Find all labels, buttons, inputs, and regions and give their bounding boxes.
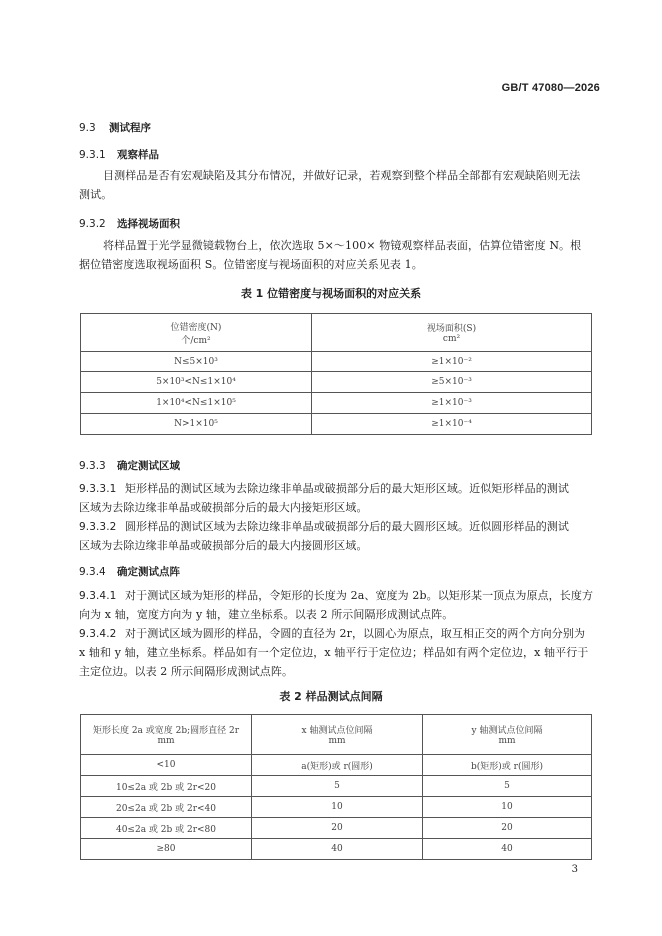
table-header-cell <box>423 715 592 755</box>
paragraph-line: x 轴和 y 轴，建立坐标系。样品如有一个定位边，x 轴平行于定位边；样品如有两个定位边，x 轴平行于 <box>79 646 589 659</box>
table-2-caption: 表 2 样品测试点间隔 <box>279 690 383 703</box>
table-cell: 40≤2a 或 2b 或 2r<80 <box>81 818 252 839</box>
table-header-cell <box>81 715 252 755</box>
table-cell: 20 <box>423 818 592 839</box>
paragraph-line: 据位错密度选取视场面积 S。位错密度与视场面积的对应关系见表 1。 <box>79 258 423 271</box>
section-number: 9.3.2 <box>79 218 106 230</box>
clause-number: 9.3.3.2 <box>79 521 117 533</box>
table-cell: 20 <box>252 818 423 839</box>
page-number: 3 <box>571 864 578 875</box>
table-1 <box>80 313 592 435</box>
table-row <box>81 755 592 776</box>
table-cell: <10 <box>81 755 252 776</box>
section-number: 9.3 <box>79 122 96 134</box>
section-9-3-2-heading <box>79 216 180 231</box>
paragraph-line <box>79 479 569 499</box>
table-cell: 20≤2a 或 2b 或 2r<40 <box>81 797 252 818</box>
paragraph-line: 区域为去除边缘非单晶或破损部分后的最大内接矩形区域。 <box>79 501 368 514</box>
paragraph-line: 主定位边。以表 2 所示间隔形成测试点阵。 <box>79 665 294 678</box>
header-line: 位错密度(N) <box>170 322 222 333</box>
paragraph-line: 向为 x 轴，宽度方向为 y 轴，建立坐标系。以表 2 所示间隔形成测试点阵。 <box>79 608 454 621</box>
table-header-row <box>81 314 592 352</box>
table-cell: 10 <box>423 797 592 818</box>
header-line: 矩形长度 2a 或宽度 2b;圆形直径 2r <box>92 726 240 736</box>
table-cell: b(矩形)或 r(圆形) <box>423 755 592 776</box>
standard-number: GB/T 47080—2026 <box>501 82 600 94</box>
paragraph-line <box>79 586 593 606</box>
section-title: 测试程序 <box>109 122 151 134</box>
table-header-cell <box>252 715 423 755</box>
table-header-cell <box>81 314 312 352</box>
table-cell: 10 <box>252 797 423 818</box>
table-row <box>81 818 592 839</box>
section-number: 9.3.4 <box>79 566 106 578</box>
header-unit: 个/cm² <box>181 335 211 346</box>
table-cell: ≥80 <box>81 839 252 860</box>
clause-number: 9.3.4.2 <box>79 628 117 640</box>
paragraph-line: 区域为去除边缘非单晶或破损部分后的最大内接圆形区域。 <box>79 539 368 552</box>
section-9-3-4-heading <box>79 564 180 579</box>
table-cell: ≥5×10⁻³ <box>312 372 592 393</box>
section-title: 选择视场面积 <box>117 218 180 230</box>
table-row <box>81 797 592 818</box>
clause-number: 9.3.3.1 <box>79 483 117 495</box>
table-cell: 5 <box>252 776 423 797</box>
header-line: 视场面积(S) <box>426 324 477 334</box>
table-row <box>81 352 592 372</box>
table-cell: ≥1×10⁻² <box>312 352 592 372</box>
table-cell: N≤5×10³ <box>81 352 312 372</box>
paragraph-line <box>79 624 585 644</box>
table-2 <box>80 714 592 860</box>
header-unit: cm² <box>442 334 461 344</box>
header-unit: mm <box>328 736 346 746</box>
table-cell: 40 <box>252 839 423 860</box>
table-header-cell <box>312 314 592 352</box>
table-row <box>81 372 592 393</box>
section-title: 观察样品 <box>117 149 159 161</box>
table-row <box>81 414 592 435</box>
table-cell: N>1×10⁵ <box>81 414 312 435</box>
table-cell: 1×10⁴<N≤1×10⁵ <box>81 393 312 414</box>
table-row <box>81 776 592 797</box>
clause-number: 9.3.4.1 <box>79 590 117 602</box>
table-cell: 5 <box>423 776 592 797</box>
clause-text: 矩形样品的测试区域为去除边缘非单晶或破损部分后的最大矩形区域。近似矩形样品的测试 <box>125 482 569 495</box>
table-row <box>81 839 592 860</box>
clause-text: 对于测试区域为矩形的样品，令矩形的长度为 2a、宽度为 2b。以矩形某一顶点为原点，长度方 <box>125 589 594 602</box>
table-cell: ≥1×10⁻³ <box>312 393 592 414</box>
header-line: y 轴测试点位间隔 <box>471 726 543 736</box>
header-unit: mm <box>157 736 175 746</box>
table-cell: 40 <box>423 839 592 860</box>
table-1-caption: 表 1 位错密度与视场面积的对应关系 <box>240 287 422 300</box>
section-title: 确定测试区域 <box>117 460 180 472</box>
section-number: 9.3.1 <box>79 149 106 161</box>
section-9-3-1-heading <box>79 147 159 162</box>
table-cell: a(矩形)或 r(圆形) <box>252 755 423 776</box>
clause-text: 对于测试区域为圆形的样品，令圆的直径为 2r，以圆心为原点，取互相正交的两个方向分别为 <box>125 627 586 640</box>
table-row <box>81 393 592 414</box>
paragraph-line: 将样品置于光学显微镜载物台上，依次选取 5×～100× 物镜观察样品表面，估算位错密度 N。根 <box>103 239 582 252</box>
paragraph-line <box>79 517 569 537</box>
section-number: 9.3.3 <box>79 460 106 472</box>
table-cell: ≥1×10⁻⁴ <box>312 414 592 435</box>
paragraph-line: 测试。 <box>79 188 113 201</box>
table-cell: 10≤2a 或 2b 或 2r<20 <box>81 776 252 797</box>
header-line: x 轴测试点位间隔 <box>301 726 373 736</box>
clause-text: 圆形样品的测试区域为去除边缘非单晶或破损部分后的最大圆形区域。近似圆形样品的测试 <box>125 520 569 533</box>
section-9-3-3-heading <box>79 458 180 473</box>
table-cell: 5×10³<N≤1×10⁴ <box>81 372 312 393</box>
header-unit: mm <box>498 736 516 746</box>
paragraph-line: 目测样品是否有宏观缺陷及其分布情况，并做好记录，若观察到整个样品全部都有宏观缺陷则无法 <box>103 169 581 182</box>
section-title: 确定测试点阵 <box>117 566 180 578</box>
section-9-3-heading <box>79 120 151 135</box>
table-header-row <box>81 715 592 755</box>
